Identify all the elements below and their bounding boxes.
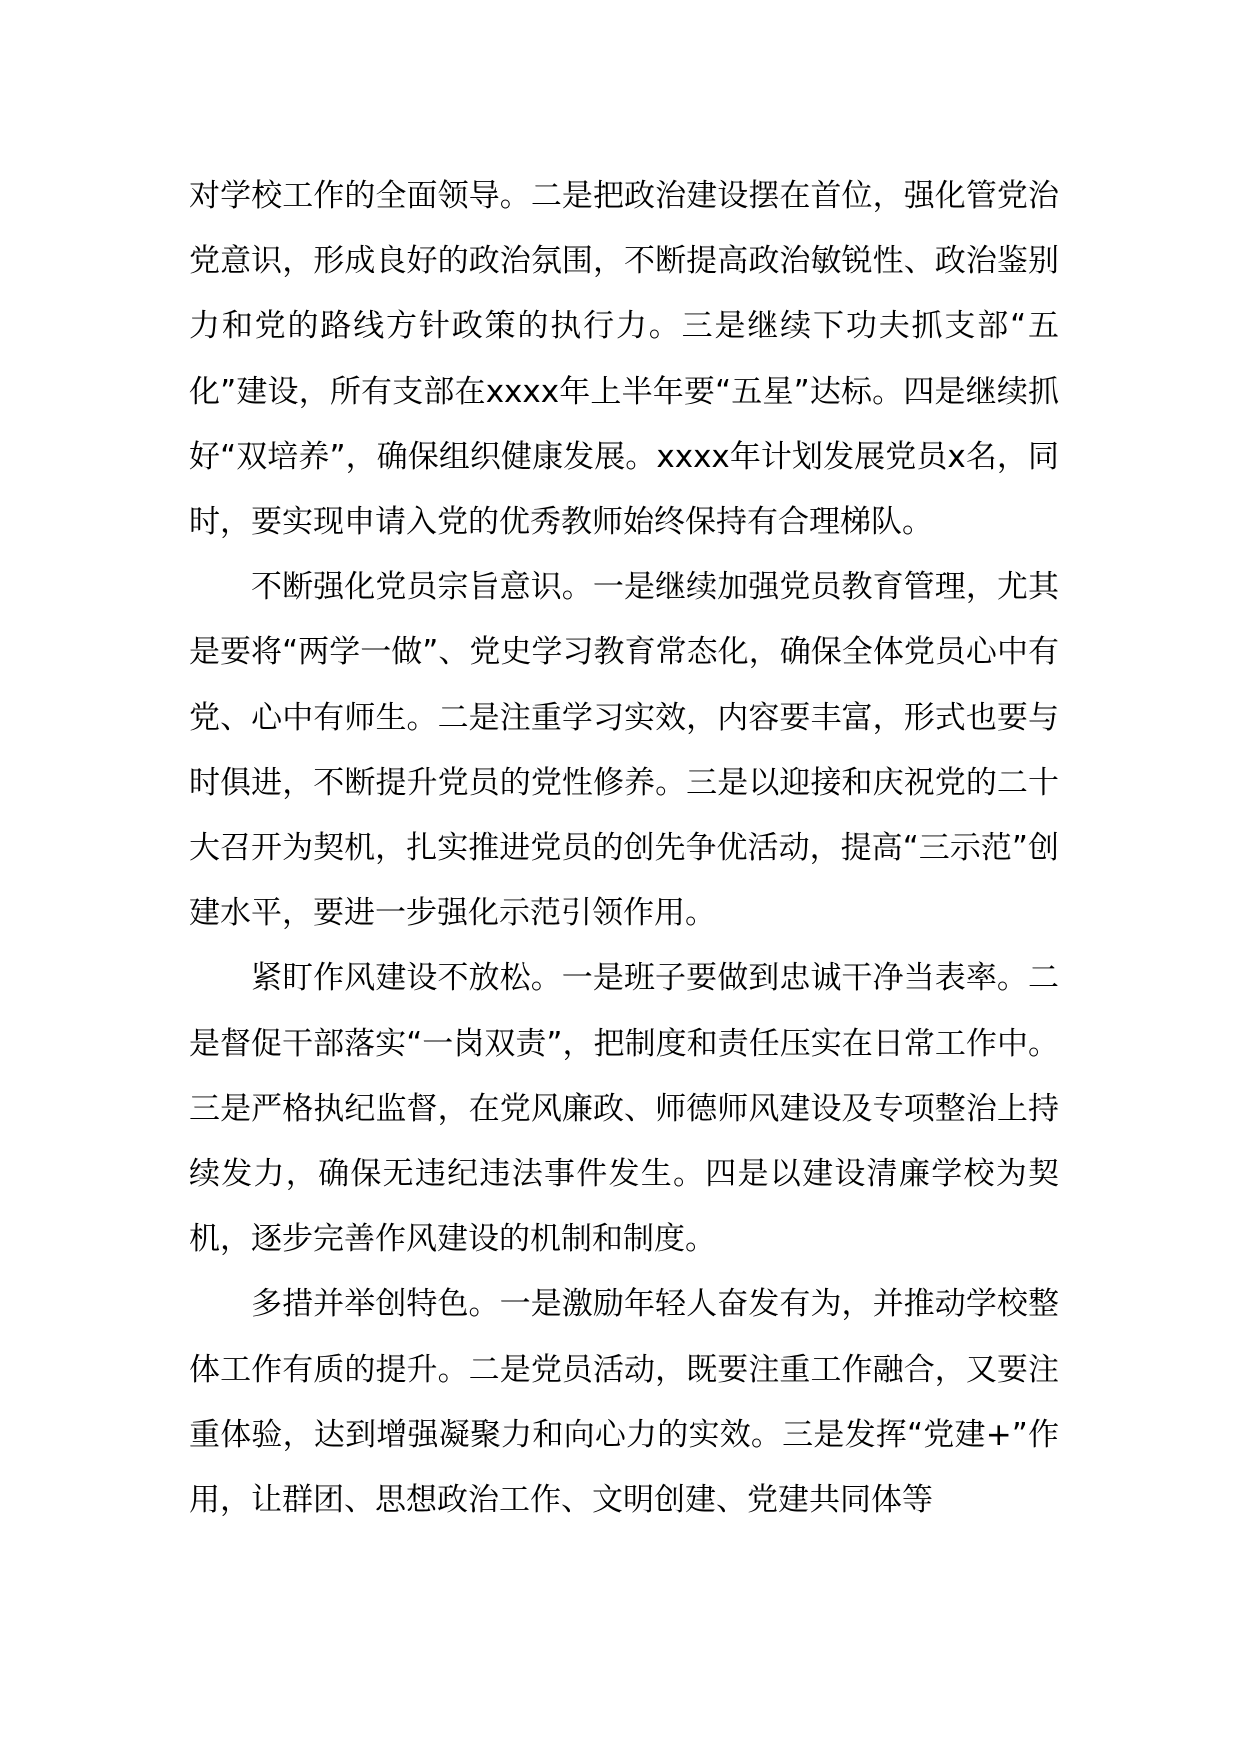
document-page bbox=[189, 164, 1059, 1533]
paragraph-continuation: 对学校工作的全面领导。二是把政治建设摆在首位，强化管党治党意识，形成良好的政治氛围，不断提高政治敏锐性、政治鉴别力和党的路线方针政策的执行力。三是继续下功夫抓支部“五化”建设，所有支部在xxxx年上半年要“五星”达标。四是继续抓好“双培养”，确保组织健康发展。xxxx年计划发展党员x名，同时，要实现申请入党的优秀教师始终保持有合理梯队。 bbox=[189, 178, 1059, 541]
paragraph-multiple-measures: 多措并举创特色。一是激励年轻人奋发有为，并推动学校整体工作有质的提升。二是党员活动，既要注重工作融合，又要注重体验，达到增强凝聚力和向心力的实效。三是发挥“党建+”作用，让群团、思想政治工作、文明创建、党建共同体等 bbox=[189, 1286, 1059, 1519]
paragraph-party-member-awareness: 不断强化党员宗旨意识。一是继续加强党员教育管理，尤其是要将“两学一做”、党史学习教育常态化，确保全体党员心中有党、心中有师生。二是注重学习实效，内容要丰富，形式也要与时俱进，不断提升党员的党性修养。三是以迎接和庆祝党的二十大召开为契机，扎实推进党员的创先争优活动，提高“三示范”创建水平，要进一步强化示范引领作用。 bbox=[189, 569, 1059, 932]
paragraph-work-style: 紧盯作风建设不放松。一是班子要做到忠诚干净当表率。二是督促干部落实“一岗双责”，把制度和责任压实在日常工作中。三是严格执纪监督，在党风廉政、师德师风建设及专项整治上持续发力，确保无违纪违法事件发生。四是以建设清廉学校为契机，逐步完善作风建设的机制和制度。 bbox=[189, 960, 1059, 1258]
